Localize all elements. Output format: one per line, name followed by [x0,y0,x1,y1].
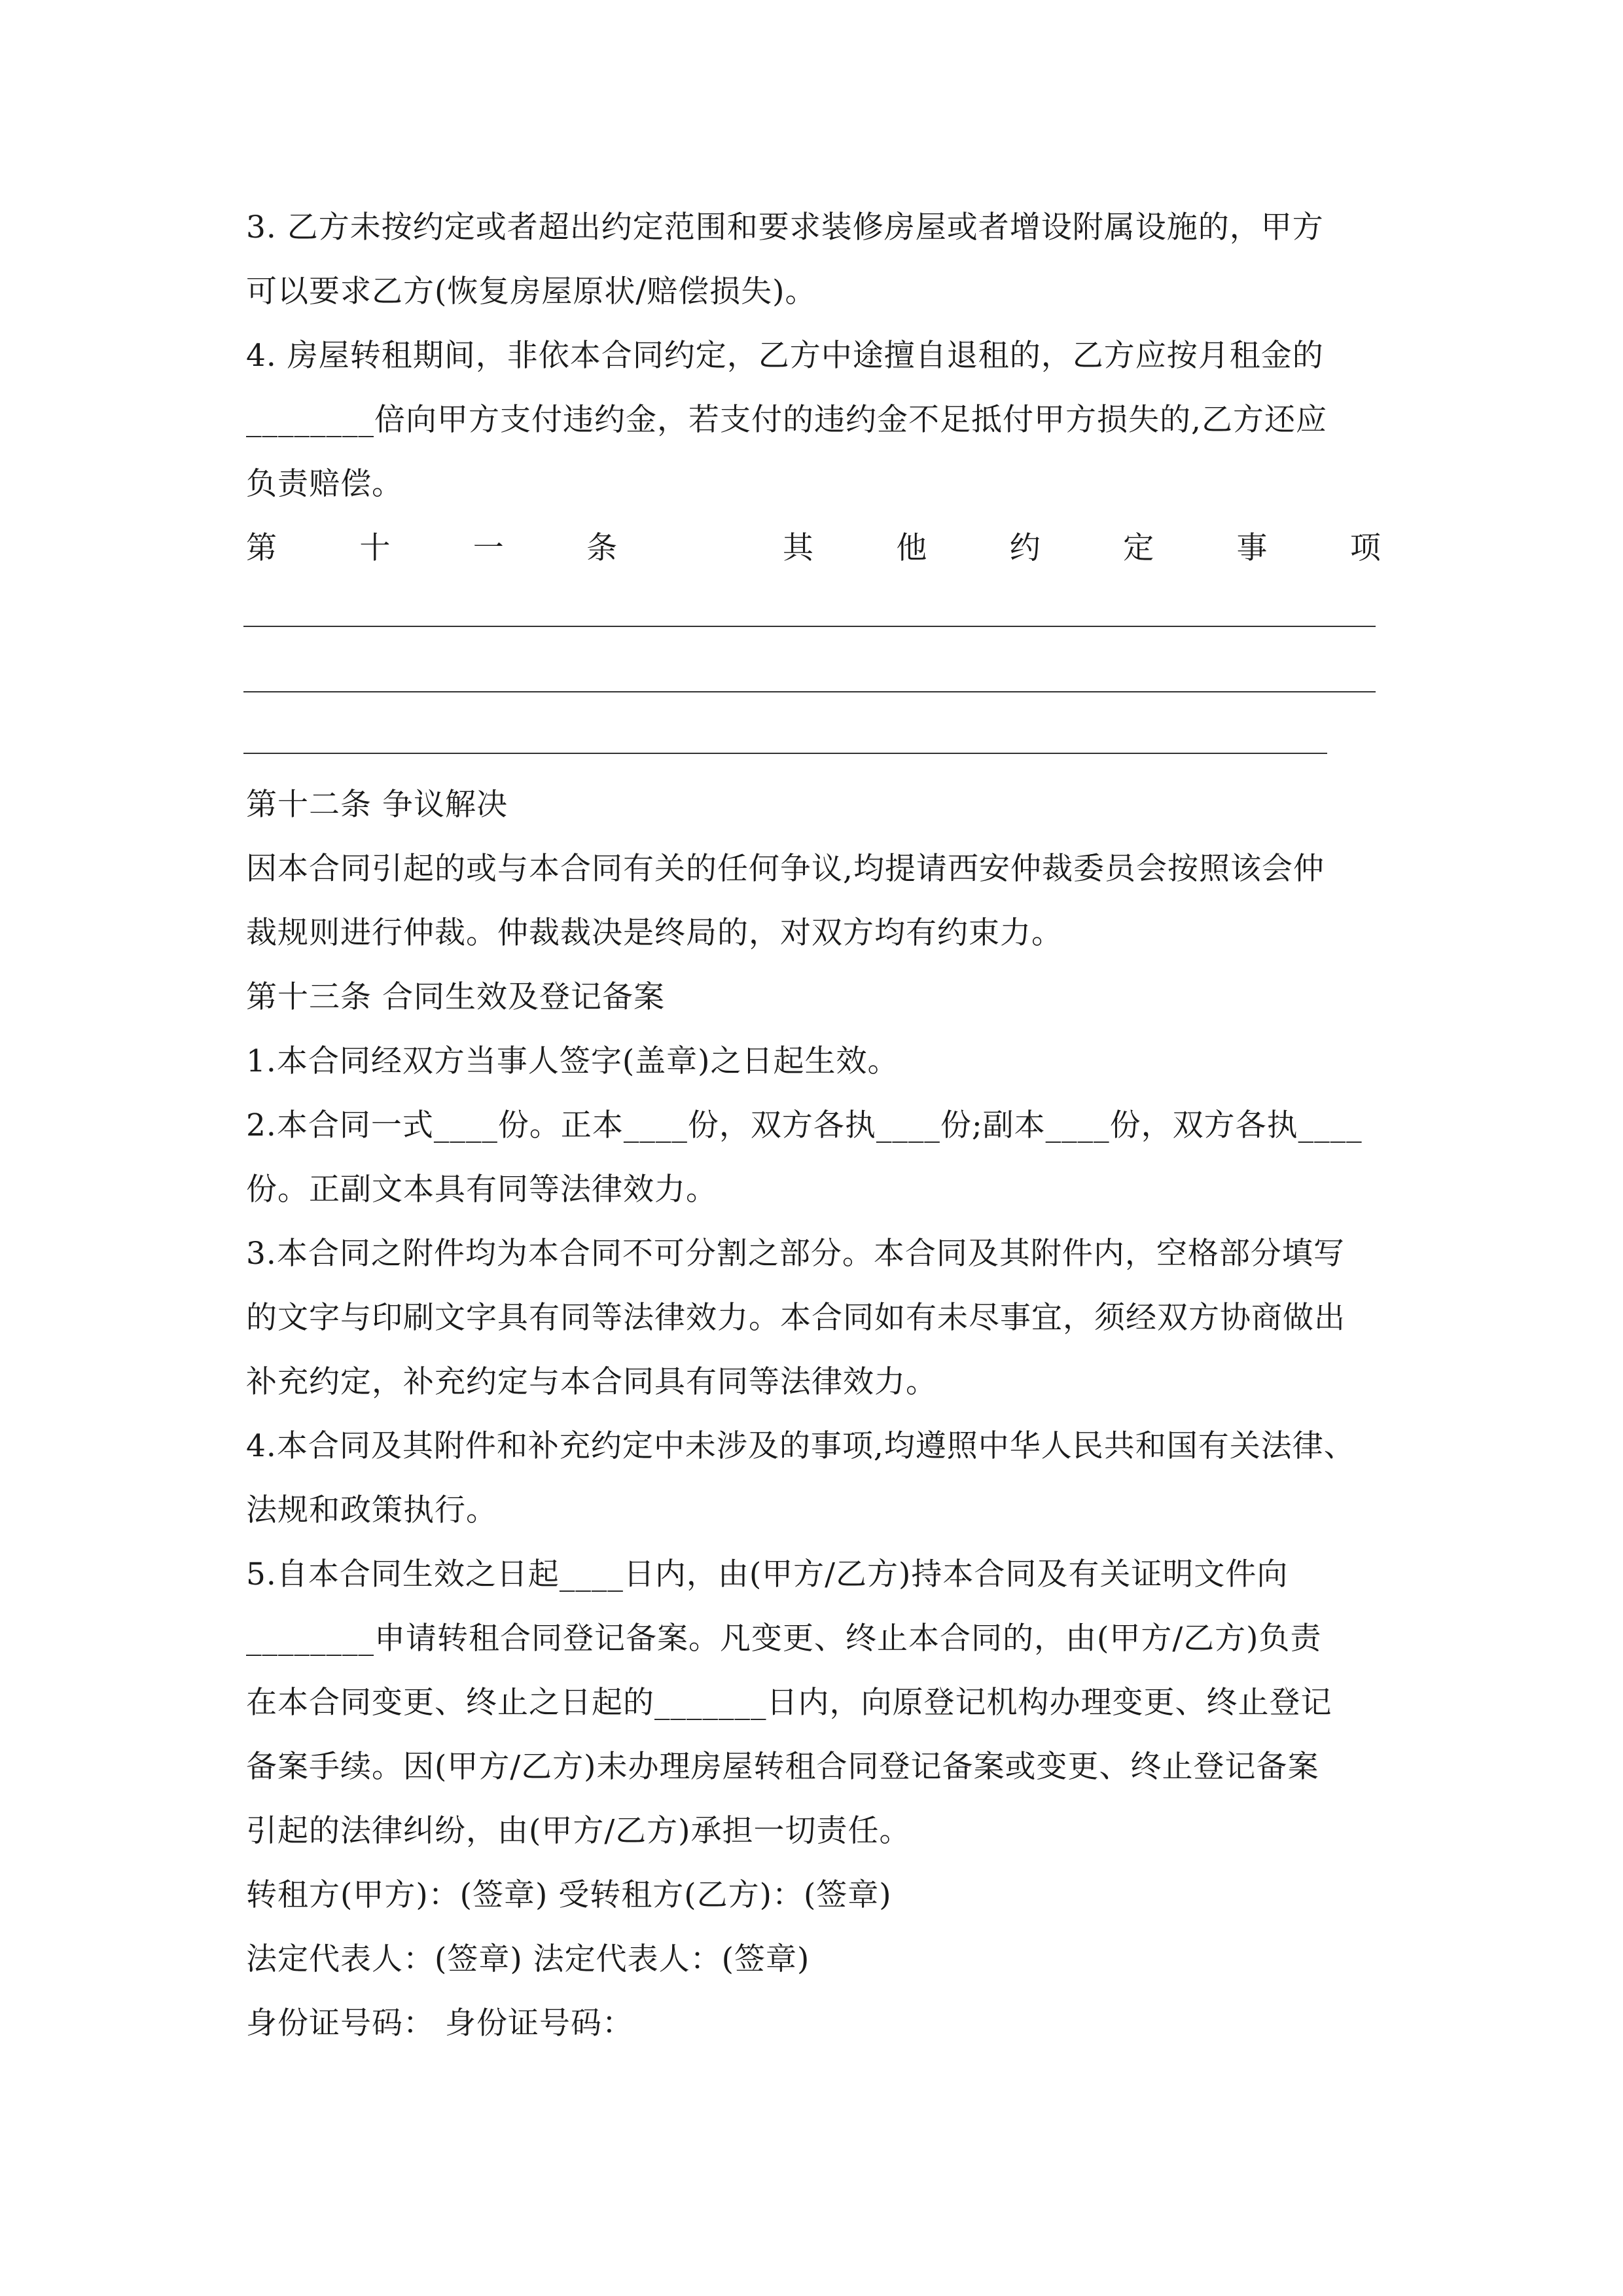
blank-line-1 [243,626,1376,627]
article-12-line-2: 裁规则进行仲裁。仲裁裁决是终局的，对双方均有约束力。 [246,915,1063,951]
article-13-item-3-line-2: 的文字与印刷文字具有同等法律效力。本合同如有未尽事宜，须经双方协商做出 [246,1300,1346,1336]
clause-4-line-1: 4. 房屋转租期间，非依本合同约定，乙方中途擅自退租的，乙方应按月租金的 [246,338,1324,374]
article-12-heading: 第十二条 争议解决 [246,787,508,823]
blank-line-3 [243,753,1327,754]
clause-3-line-2: 可以要求乙方(恢复房屋原状/赔偿损失)。 [246,274,817,310]
article-13-item-4-line-2: 法规和政策执行。 [246,1492,497,1528]
article-12-line-1: 因本合同引起的或与本合同有关的任何争议,均提请西安仲裁委员会按照该会仲 [246,851,1325,887]
id-number-line: 身份证号码： 身份证号码： [246,2005,633,2041]
article-13-item-1: 1.本合同经双方当事人签字(盖章)之日起生效。 [246,1043,899,1079]
article-13-item-5-line-1: 5.自本合同生效之日起____日内，由(甲方/乙方)持本合同及有关证明文件向 [246,1556,1289,1592]
article-11-char: 一 [473,530,504,566]
article-13-item-4-line-1: 4.本合同及其附件和补充约定中未涉及的事项,均遵照中华人民共和国有关法律、 [246,1428,1355,1464]
article-13-item-3-line-3: 补充约定，补充约定与本合同具有同等法律效力。 [246,1364,937,1400]
article-11-char: 约 [1009,530,1041,566]
article-13-item-5-line-5: 引起的法律纠纷，由(甲方/乙方)承担一切责任。 [246,1813,911,1849]
article-13-item-3-line-1: 3.本合同之附件均为本合同不可分割之部分。本合同及其附件内，空格部分填写 [246,1236,1345,1272]
article-13-item-5-line-3: 在本合同变更、终止之日起的_______日内，向原登记机构办理变更、终止登记 [246,1685,1332,1721]
blank-line-2 [243,691,1376,692]
clause-4-line-3: 负责赔偿。 [246,466,403,502]
legal-representative-line: 法定代表人：(签章) 法定代表人：(签章) [246,1941,810,1977]
article-13-item-5-line-2: ________申请转租合同登记备案。凡变更、终止本合同的，由(甲方/乙方)负责 [246,1621,1322,1657]
signature-parties-line: 转租方(甲方)：(签章) 受转租方(乙方)：(签章) [246,1877,892,1913]
article-11-heading [246,529,1381,568]
article-13-item-2-line-1: 2.本合同一式____份。正本____份，双方各执____份;副本____份，双方各执____ [246,1107,1363,1143]
clause-4-line-2: ________倍向甲方支付违约金，若支付的违约金不足抵付甲方损失的,乙方还应 [246,402,1327,438]
article-11-char: 定 [1123,530,1154,566]
article-11-char: 第 [246,530,277,566]
article-13-item-5-line-4: 备案手续。因(甲方/乙方)未办理房屋转租合同登记备案或变更、终止登记备案 [246,1749,1319,1785]
article-13-heading: 第十三条 合同生效及登记备案 [246,979,665,1015]
article-11-char: 他 [896,530,927,566]
article-11-char: 条 [586,530,618,566]
article-11-char: 事 [1236,530,1268,566]
clause-3-line-1: 3. 乙方未按约定或者超出约定范围和要求装修房屋或者增设附属设施的，甲方 [246,209,1324,245]
article-11-char: 其 [782,530,813,566]
article-13-item-2-line-2: 份。正副文本具有同等法律效力。 [246,1172,717,1208]
article-11-char: 十 [359,530,391,566]
article-11-char: 项 [1349,530,1381,566]
